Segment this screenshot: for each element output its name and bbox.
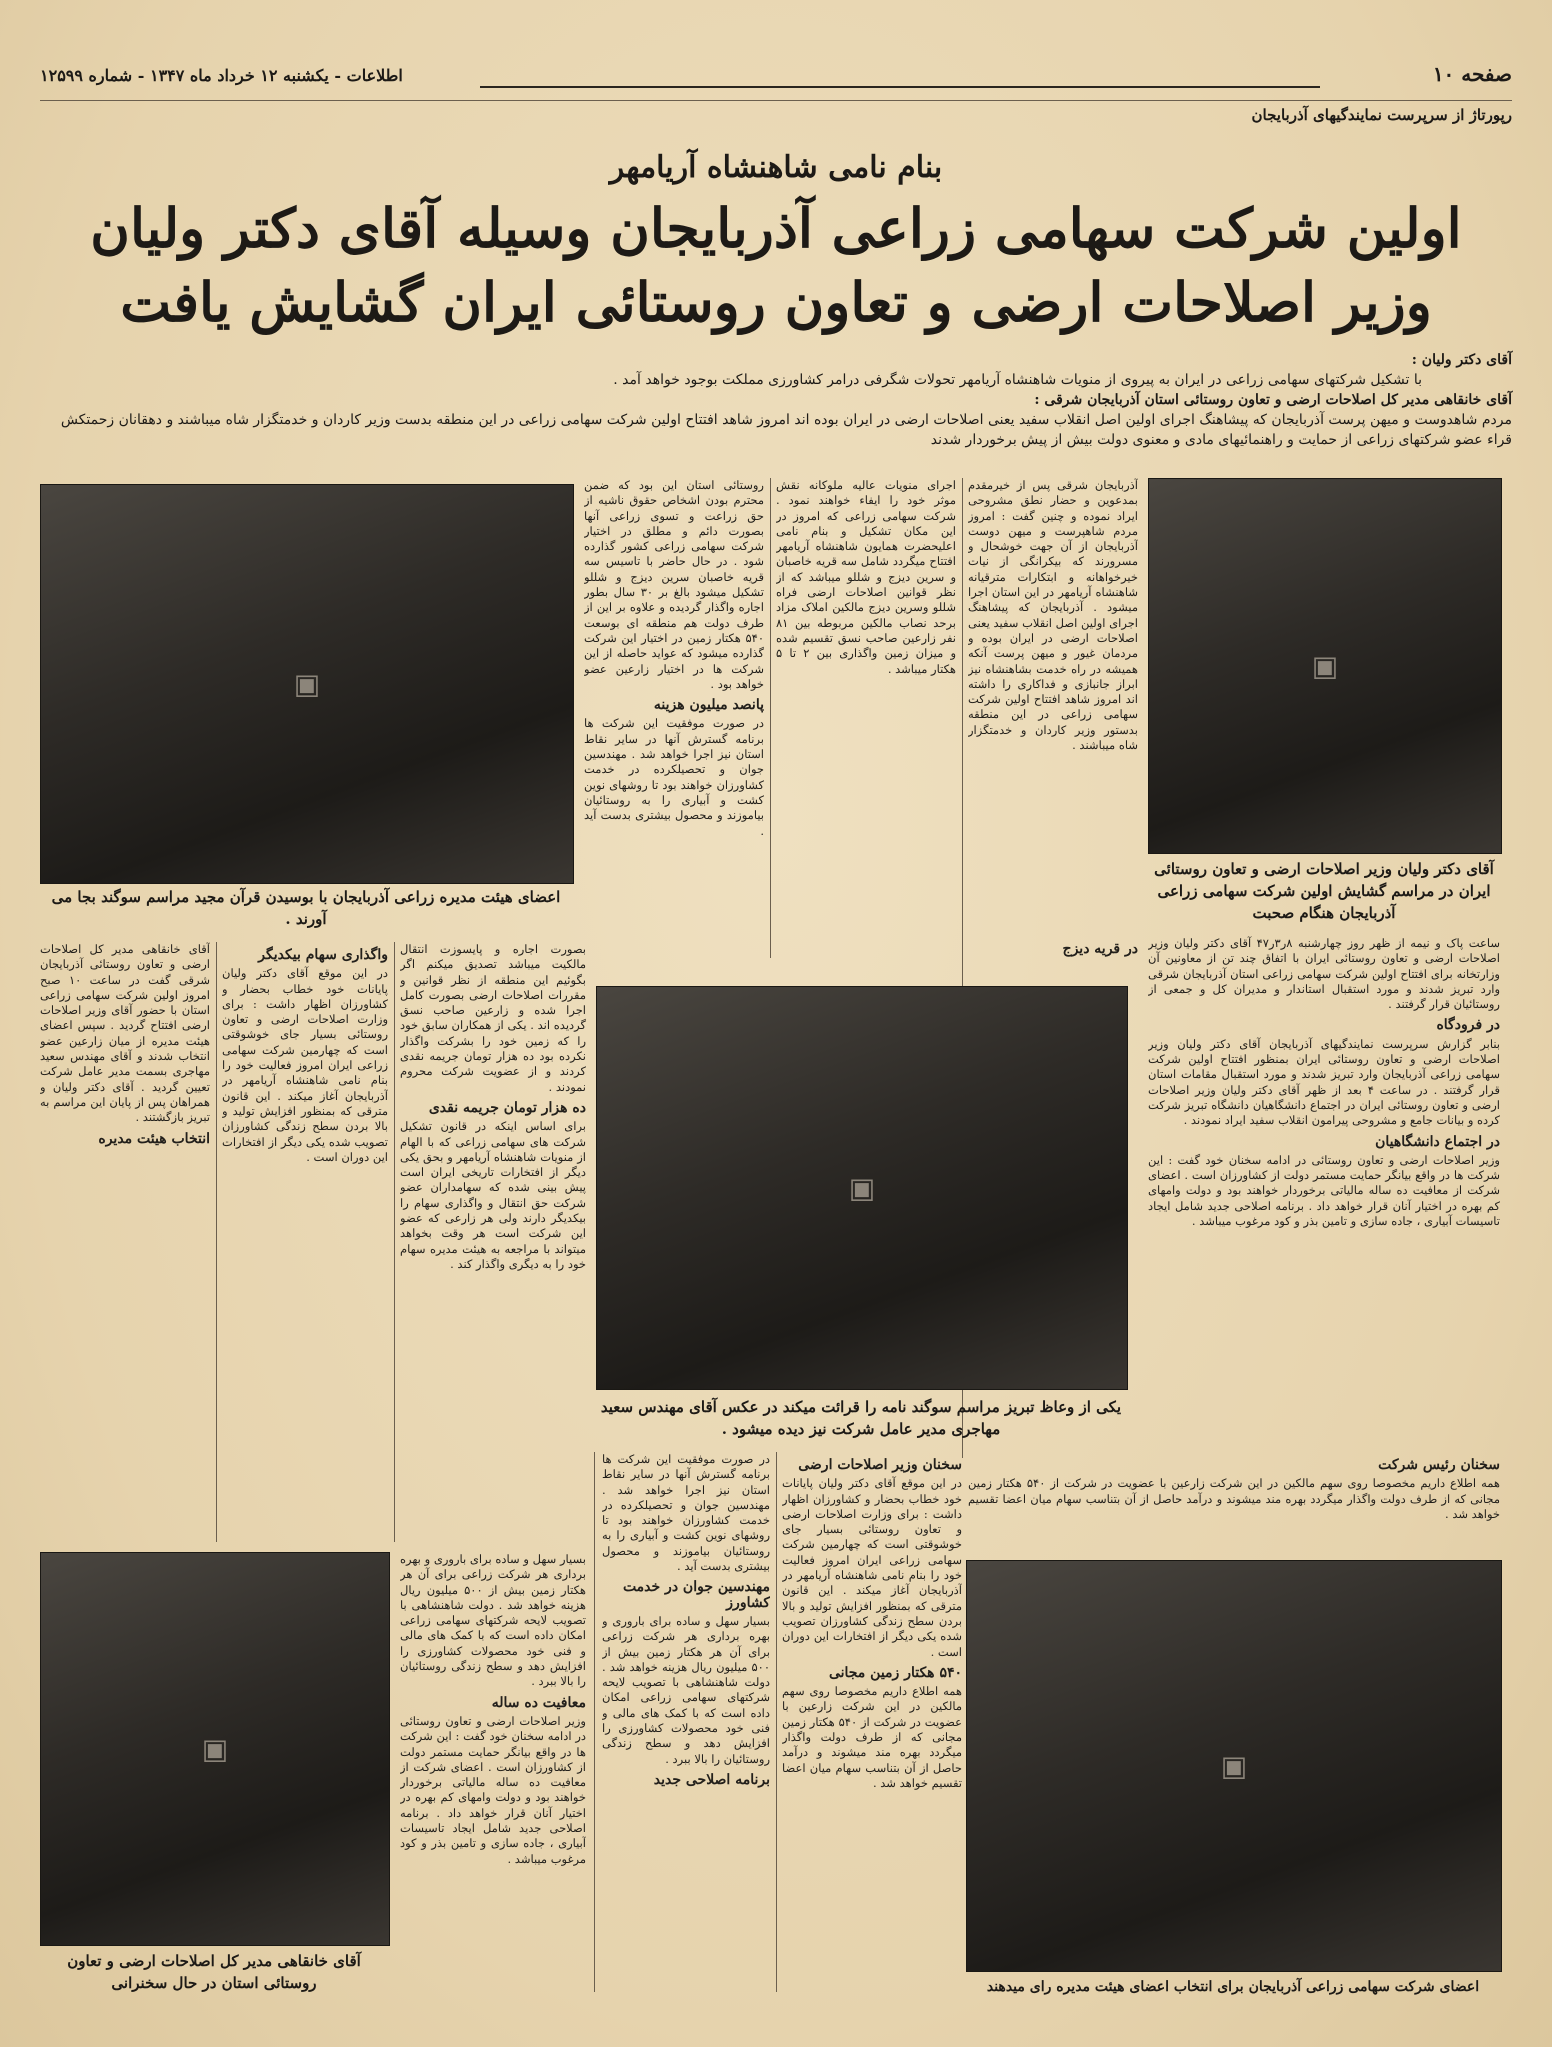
lead-quote: با تشکیل شرکتهای سهامی زراعی در ایران به پیروی از منویات شاهنشاه آریامهر تحولات شگرفی درامر کشاورزی مملکت بوجود خواهد آمد .: [613, 372, 1422, 388]
lead-block: [42, 350, 1512, 450]
lead-speaker: آقای دکتر ولیان :: [1411, 352, 1512, 368]
column-2: اجرای منویات عالیه ملوکانه نقش موثر خود را ایفاء خواهند نمود . شرکت سهامی زراعی که امروز در این مکان تشکیل و بنام نامی اعلیحضرت همایون شاهنشاه آریامهر افتتاح میگردد شامل سه قریه خاصبان و سرین دیزج و شللو میباشد که از نظر قوانین اصلاحات ارضی فراه شللو وسرین دیزج مالکین املاک مزاد برحد نصاب مالکین مربوطه بین ۸۱ نفر زارعین صاحب نسق تقسیم شده و میزان زمین واگذاری بین ۲ تا ۵ هکتار میباشد .: [776, 478, 956, 676]
page-number: صفحه ۱۰: [1432, 62, 1512, 86]
subhead-minister-speech: سخنان وزیر اصلاحات ارضی: [798, 1457, 962, 1473]
photo-minister-speaking: [1148, 478, 1502, 854]
column-engineers: در صورت موفقیت این شرکت ها برنامه گسترش آنها در سایر نقاط استان نیز اجرا خواهد شد . مهندسین جوان و تحصیلکرده در خدمت کشاورزان خواهند بود تا روشهای نوین کشت و آبیاری را به روستائیان بیاموزند و محصول بیشتری بدست آید . مهندسین جوان در خدمت کشاورز بسیار سهل و ساده برای باروری و بهره برداری هر شرکت زراعی برای آن هر هکتار زمین بیش از ۵۰۰ میلیون ریال هزینه خواهد شد . دولت شاهنشاهی با تصویب لایحه شرکتهای سهامی زراعی امکان داده است که با کمک های مالی و فنی خود محصولات کشاورزی را افزایش دهد و سطح زندگی روستائیان را بالا ببرد . برنامه اصلاحی جدید: [602, 1452, 770, 1788]
column-board: آقای خانقاهی مدیر کل اصلاحات ارضی و تعاون روستائی آذربایجان شرقی گفت در ساعت ۱۰ صبح امروز اولین شرکت سهامی زراعی استان با حضور آقای وزیر اصلاحات ارضی افتتاح گردید . سپس اعضای هیئت مدیره از میان زارعین عضو انتخاب شدند و آقای مهندس سعید مهاجری بسمت مدیر عامل شرکت تعیین گردید . آقای دکتر ولیان و همراهان پس از پایان این مراسم به تبریز بازگشتند . انتخاب هیئت مدیره: [40, 942, 210, 1147]
column-minister-speech: سخنان وزیر اصلاحات ارضی در این موقع آقای دکتر ولیان پایانات خود خطاب بحضار و کشاورزان اظهار داشت : برای وزارت اصلاحات ارضی و تعاون روستائی بسیار جای خوشوقتی است که چهارمین شرکت سهامی زراعی ایران امروز فعالیت خود را بنام نامی شاهنشاه آریامهر در آذربایجان آغاز میکند . این قانون مترقی که بمنظور افزایش تولید و بالا بردن سطح زندگی کشاورزان تصویب شده یکی دیگر از افتخارات این دوران است . ۵۴۰ هکتار زمین مجانی همه اطلاع داریم مخصوصا روی سهم مالکین در این شرکت زارعین با عضویت در شرکت از ۵۴۰ هکتار زمین مجانی که از طرف دولت واگذار میگردد بهره مند میشوند و درآمد حاصل از آن بتناسب سهام میان اعضا تقسیم خواهد شد .: [782, 1457, 962, 1790]
photo-board-oath: [40, 484, 574, 884]
header-rule: [480, 86, 1320, 88]
column-right-lower: ساعت پاک و نیمه از ظهر روز چهارشنبه ۸ر۳ر۴۷ آقای دکتر ولیان وزیر اصلاحات ارضی و تعاون روستائی ایران با اتفاق چند تن از معاونین آن وزارتخانه برای افتتاح اولین شرکت سهامی زراعی استان آذربایجان شرقی وارد تبریز شدند و مورد استقبال استاندار و مدیران کل و جمعی از روستائیان قرار گرفتند . در فرودگاه بنابر گزارش سرپرست نمایندگیهای آذربایجان آقای دکتر ولیان وزیر اصلاحات ارضی و تعاون روستائی ایران بمنظور افتتاح اولین شرکت سهامی زراعی آذربایجان وارد تبریز شدند و مورد استقبال مقامات استان قرار گرفتند . در ساعت ۴ بعد از ظهر آقای دکتر ولیان وزیر اصلاحات ارضی و تعاون روستائی ایران در اجتماع دانشگاهیان دانشگاه تبریز شرکت کرده و بیانات جامع و مشروحی پیرامون انقلاب سفید ایراد نمودند . در اجتماع دانشگاهیان وزیر اصلاحات ارضی و تعاون روستائی در ادامه سخنان خود گفت : این شرکت ها در واقع بیانگر حمایت مستمر دولت از کشاورزان است . اعضای شرکت از معافیت ده ساله مالیاتی برخوردار خواهند بود و دولت وامهای کم بهره در اختیار آنان قرار خواهد داد . برنامه اصلاحی جدید شامل ایجاد تاسیسات آبیاری ، جاده سازی و تامین بذر و کود مرغوب میباشد .: [1148, 936, 1500, 1229]
caption-minister-speaking: آقای دکتر ولیان وزیر اصلاحات ارضی و تعاون روستائی ایران در مراسم گشایش اولین شرکت سهامی زراعی آذربایجان هنگام صحبت: [1154, 860, 1494, 922]
caption-khanghahi-speech: آقای خانقاهی مدیر کل اصلاحات ارضی و تعاون روستائی استان در حال سخنرانی: [67, 1952, 361, 1992]
column-rule: [216, 942, 217, 1542]
column-3: روستائی استان این بود که ضمن محترم بودن اشخاص حقوق ناشیه از حق زراعت و تسوی زراعی آنها بصورت دائم و مطلق در اختیار شرکت سهامی زراعی کشور گذارده شود . در حال حاضر با تاسیس سه قریه خاصبان سرین دیزج و شللو تشکیل میشود بالغ بر ۳۰ سال بطور اجاره واگذار گردیده و علاوه بر این از طرف دولت هم منطقه ای بوسعت ۵۴۰ هکتار زمین در اختیار این شرکت گذارده میشود که عواید حاصله از این شرکت ها در اختیار زارعین عضو خواهد بود . پانصد میلیون هزینه در صورت موفقیت این شرکت ها برنامه گسترش آنها در سایر نقاط استان نیز اجرا خواهد شد . مهندسین جوان و تحصیلکرده در خدمت کشاورزان خواهند بود تا روشهای نوین کشت و آبیاری را به روستائیان بیاموزند و محصول بیشتری بدست آید .: [584, 478, 764, 838]
subhead-engineers: مهندسین جوان در خدمت کشاورز: [622, 1579, 770, 1611]
subhead-fine: ده هزار تومان جریمه نقدی: [428, 1099, 586, 1116]
subhead-university: در اجتماع دانشگاهیان: [1375, 1133, 1500, 1150]
camera-icon: ▣: [201, 1732, 229, 1766]
subhead-budget: پانصد میلیون هزینه: [653, 697, 764, 714]
camera-icon: ▣: [1311, 649, 1339, 683]
column-rule: [770, 478, 771, 958]
column-dizaj-intro: [976, 936, 1138, 986]
subhead-president-speech: سخنان رئیس شرکت: [1378, 1457, 1500, 1473]
photo-members-voting: [966, 1560, 1502, 1972]
headline-line-1: اولین شرکت سهامی زراعی آذربایجان وسیله آقای دکتر ولیان: [90, 196, 1462, 260]
issue-info: اطلاعات - یکشنبه ۱۲ خرداد ماه ۱۳۴۷ - شماره ۱۲۵۹۹: [40, 66, 403, 85]
top-rule: [40, 100, 1512, 101]
column-shares: بصورت اجاره و پایسوزت انتقال مالکیت میباشد تصدیق میکنم اگر بگوئیم این منطقه از نظر قوانین و مقررات اصلاحات ارضی بصورت کامل اجرا شده و زارعین صاحب نسق گردیده اند . یکی از همکاران سابق خود را که زمین خود را بشرکت واگذار نکرده بود ده هزار تومان جریمه نقدی کردند و از عضویت شرکت محروم نمودند . ده هزار تومان جریمه نقدی برای اساس اینکه در قانون تشکیل شرکت های سهامی زراعی که با الهام از منویات شاهنشاه آریامهر و بحق یکی دیگر از افتخارات تاریخی ایران است پیش بینی شده که سهامداران عضو شرکت حق انتقال و واگذاری سهام را بیکدیگر دارند ولی هر زارعی که عضو این شرکت است هر وقت بخواهد میتواند با مراجعه به هیئت مدیره سهام خود را به دیگری واگذار کند .: [400, 942, 586, 1271]
subhead-share-transfer: واگذاری سهام بیکدیگر: [258, 947, 388, 963]
caption-oath-reading: یکی از وعاظ تبریز مراسم سوگند نامه را قرائت میکند در عکس آقای مهندس سعید مهاجری مدیر عامل شرکت نیز دیده میشود .: [600, 1398, 1122, 1438]
column-rule: [394, 942, 395, 1542]
photo-oath-reading: [596, 986, 1128, 1390]
column-1: آذربایجان شرقی پس از خیرمقدم بمدعوین و حضار نطق مشروحی ایراد نموده و چنین گفت : امروز مردم شاهپرست و میهن دوست آذربایجان از آن جهت خوشحال و مسرورند که بیکرانگی از نیات خیرخواهانه و ابتکارات مترقیانه شاهنشاه آریامهر در این استان اجرا میشود . آذربایجان که پیشاهنگ اجرای اولین اصل انقلاب سفید یعنی اصلاحات ارضی در ایران بوده و مردمان غیور و میهن پرست آنکه همیشه در راه خدمت بشاهنشاه نیز ابراز جانبازی و فداکاری را داشته اند امروز شاهد افتتاح اولین شرکت سهامی زراعی در این منطقه بدستور وزیر کاردان و خدمتگزار شاه میباشند .: [968, 478, 1138, 753]
lead-speaker-2: آقای خانقاهی مدیر کل اصلاحات ارضی و تعاون روستائی استان آذربایجان شرقی :: [1034, 392, 1512, 408]
headline-line-2: وزیر اصلاحات ارضی و تعاون روستائی ایران گشایش یافت: [120, 270, 1432, 334]
column-rule: [776, 1452, 777, 1992]
column-transfer: واگذاری سهام بیکدیگر در این موقع آقای دکتر ولیان پایانات خود خطاب بحضار و کشاورزان اظهار داشت : برای وزارت اصلاحات ارضی و تعاون روستائی بسیار جای خوشوقتی است که چهارمین شرکت سهامی زراعی ایران امروز فعالیت خود را بنام نامی شاهنشاه آریامهر در آذربایجان آغاز میکند . این قانون مترقی که بمنظور افزایش تولید و بالا بردن سطح زندگی کشاورزان تصویب شده یکی دیگر از افتخارات این دوران است .: [222, 947, 388, 1164]
kicker: بنام نامی شاهنشاه آریامهر: [609, 150, 943, 185]
column-president-speech: سخنان رئیس شرکت همه اطلاع داریم مخصوصا روی سهم مالکین در این شرکت زارعین با عضویت در شرکت از ۵۴۰ هکتار زمین مجانی که از طرف دولت واگذار میگردد بهره مند میشوند و درآمد حاصل از آن بتناسب سهام میان اعضا تقسیم خواهد شد .: [968, 1457, 1500, 1521]
subhead-free-land: ۵۴۰ هکتار زمین مجانی: [828, 1664, 962, 1681]
caption-members-voting: اعضای شرکت سهامی زراعی آذربایجان برای انتخاب اعضای هیئت مدیره رای میدهند: [986, 1979, 1480, 1995]
subhead-new-program: برنامه اصلاحی جدید: [653, 1771, 770, 1788]
caption-board-oath: اعضای هیئت مدیره زراعی آذربایجان با بوسیدن قرآن مجید مراسم سوگند بجا می آورند .: [51, 888, 561, 928]
camera-icon: ▣: [1220, 1749, 1248, 1783]
lead-quote-2: مردم شاهدوست و میهن پرست آذربایجان که پیشاهنگ اجرای اولین اصل انقلاب سفید یعنی اصلاحات ارضی در ایران بوده اند امروز شاهد افتتاح اولین شرکت سهامی زراعی در این منطقه بدست وزیر کاردان و خدمتگزار شاه میباشند و دهقانان زحمتکش قراء عضو شرکتهای زراعی از حمایت و راهنمائیهای مادی و معنوی دولت بیش از پیش برخوردار شدند: [60, 412, 1512, 448]
subhead-dizaj: در قریه دیزج: [1062, 941, 1138, 957]
photo-khanghahi-speech: [40, 1552, 390, 1946]
column-rule: [594, 1452, 595, 1992]
column-exemption: بسیار سهل و ساده برای باروری و بهره برداری هر شرکت زراعی برای آن هر هکتار زمین بیش از ۵۰۰ میلیون ریال هزینه خواهد شد . دولت شاهنشاهی با تصویب لایحه شرکتهای سهامی زراعی امکان داده است که با کمک های مالی و فنی خود محصولات کشاورزی را افزایش دهد و سطح زندگی روستائیان را بالا ببرد . معافیت ده ساله وزیر اصلاحات ارضی و تعاون روستائی در ادامه سخنان خود گفت : این شرکت ها در واقع بیانگر حمایت مستمر دولت از کشاورزان است . اعضای شرکت از معافیت ده ساله مالیاتی برخوردار خواهند بود و دولت وامهای کم بهره در اختیار آنان قرار خواهد داد . برنامه اصلاحی جدید شامل ایجاد تاسیسات آبیاری ، جاده سازی و تامین بذر و کود مرغوب میباشد .: [400, 1552, 586, 1866]
subhead-exemption: معافیت ده ساله: [491, 1694, 586, 1711]
reporter-line: رپورتاژ از سرپرست نمایندگیهای آذربایجان: [1251, 106, 1512, 124]
subhead-airport: در فرودگاه: [1436, 1017, 1500, 1034]
subhead-board-election: انتخاب هیئت مدیره: [98, 1130, 210, 1147]
camera-icon: ▣: [293, 667, 321, 701]
camera-icon: ▣: [848, 1171, 876, 1205]
